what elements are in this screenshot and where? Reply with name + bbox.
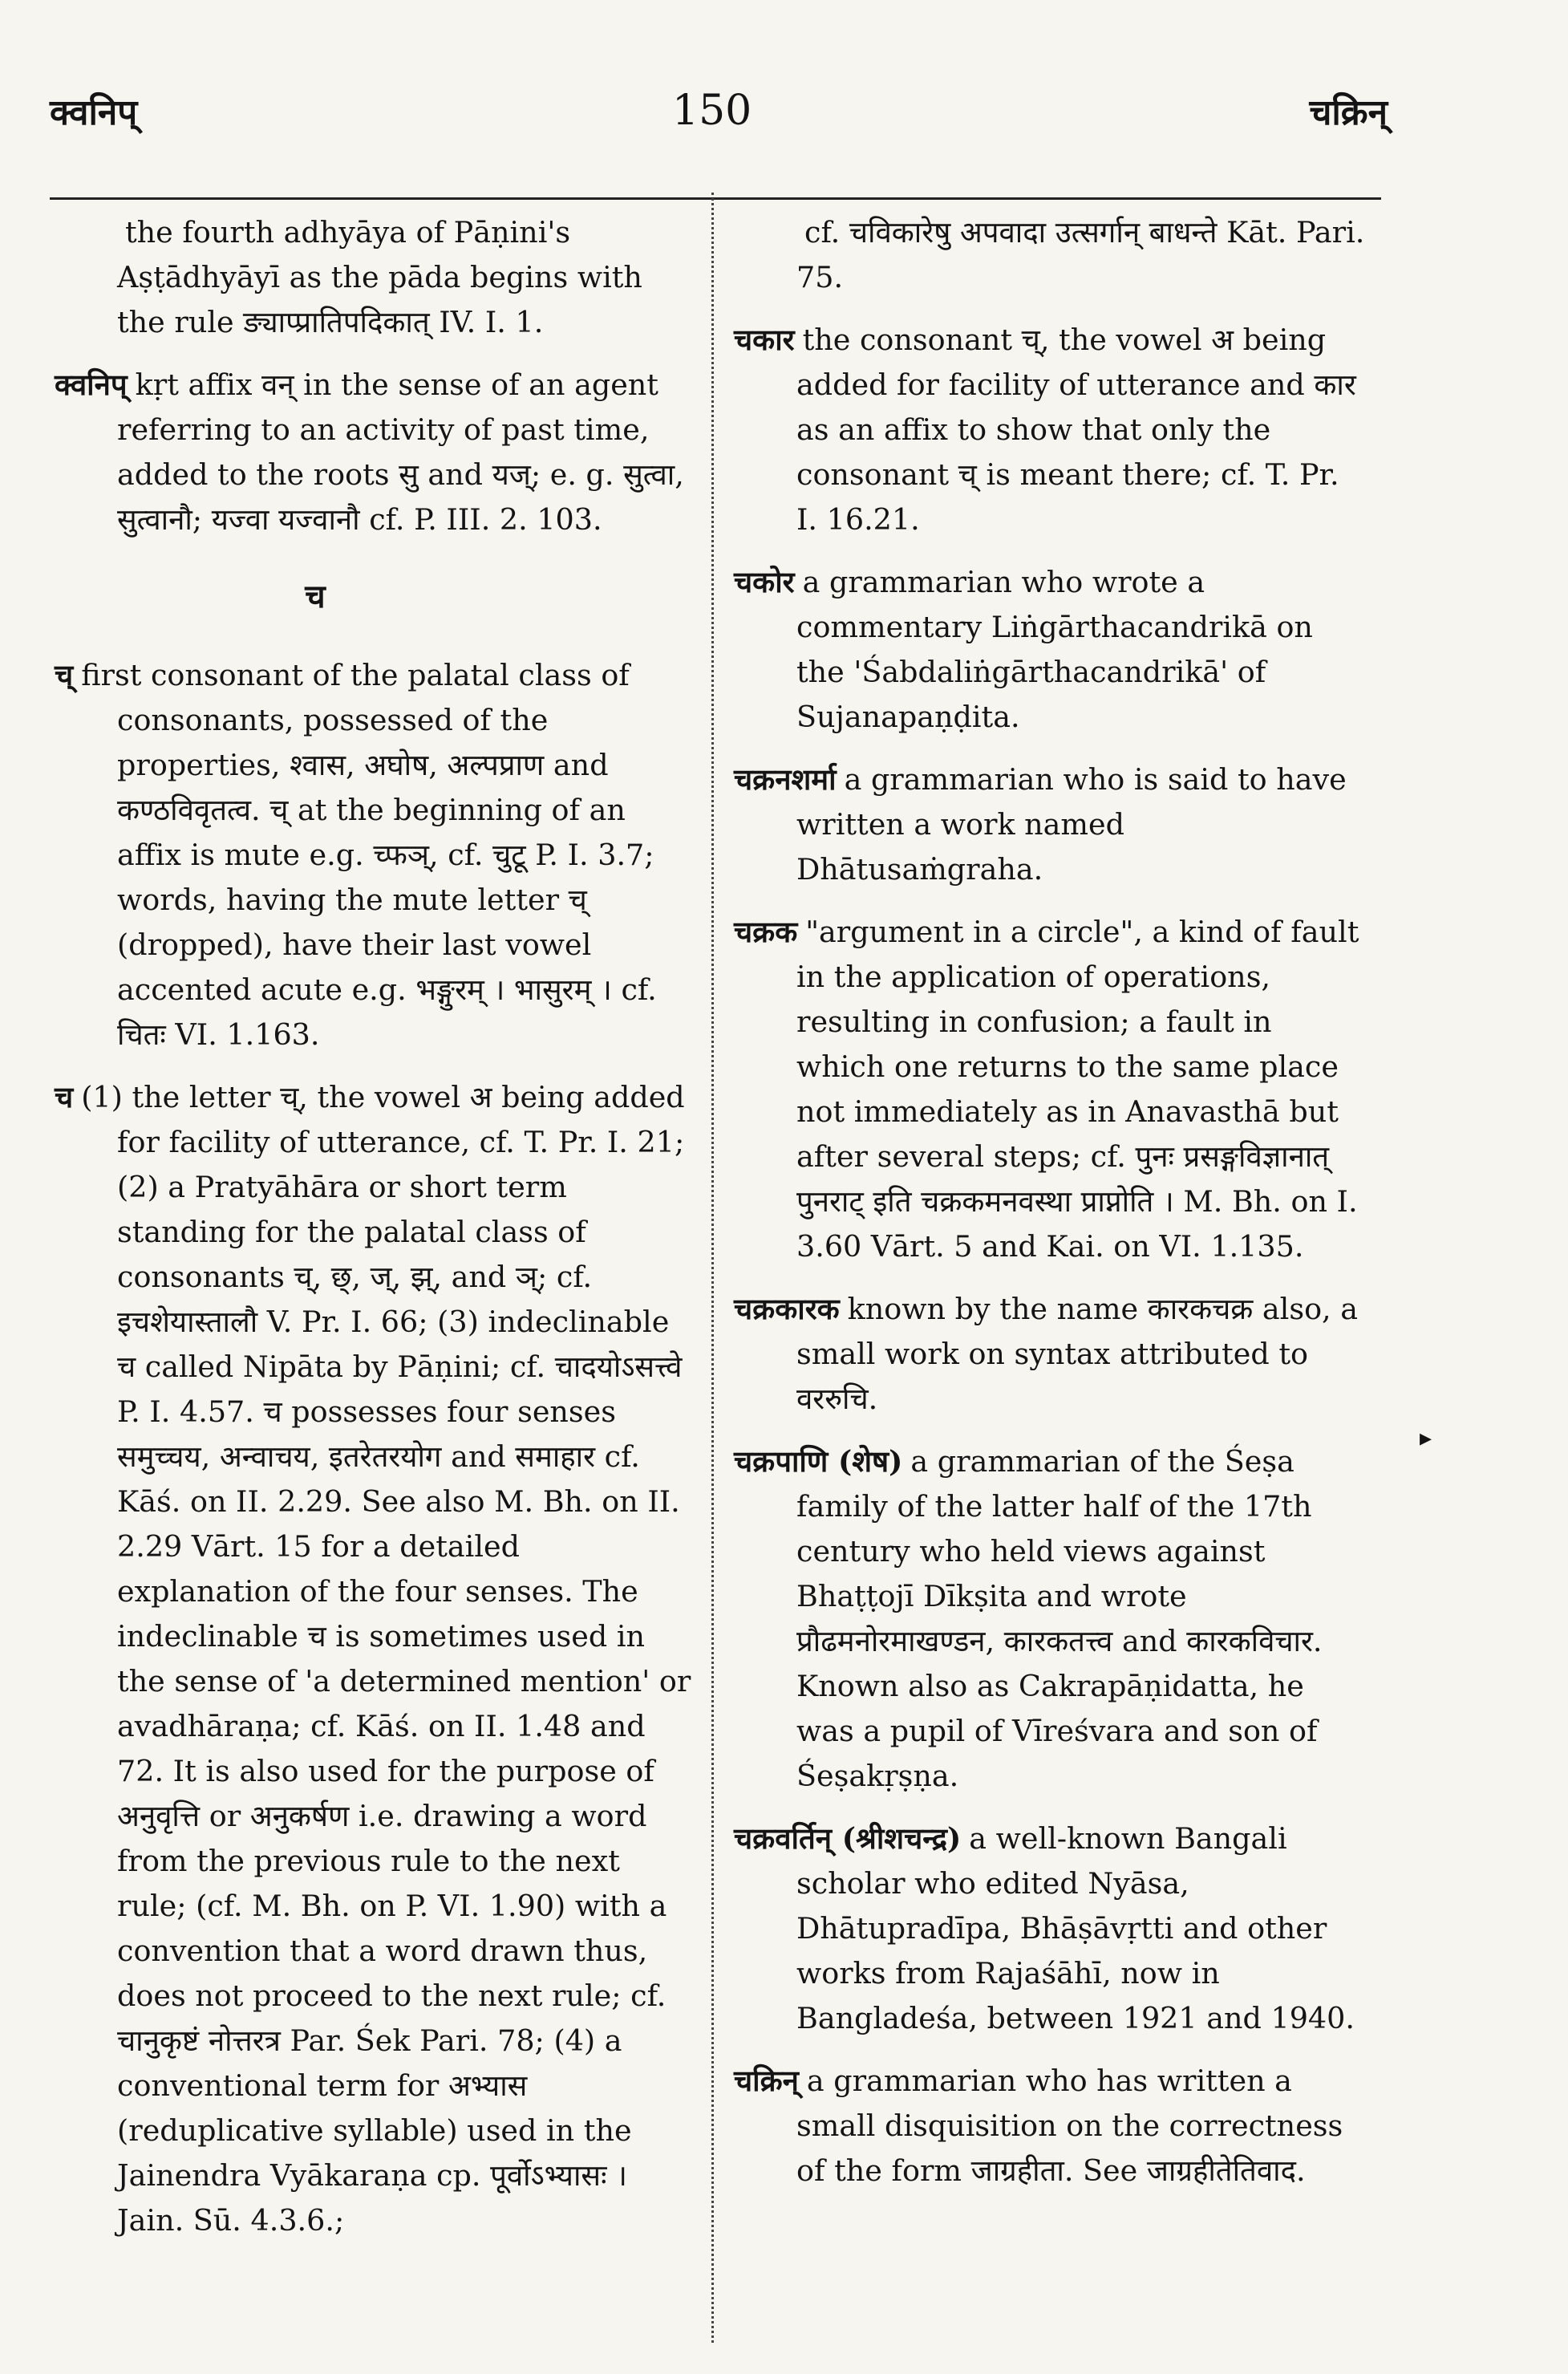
entry-headword: चक्रकारक — [734, 1292, 840, 1326]
header-rule — [50, 197, 1381, 200]
dictionary-entry — [734, 1816, 1367, 2041]
dictionary-entry — [55, 210, 696, 345]
dictionary-entry — [734, 757, 1367, 892]
dictionary-entry — [55, 1075, 696, 2243]
entry-text: "argument in a circle", a kind of fault in the application of operations, resulting in confusion; a fault in which one returns to the same place not immediately as in Anavasthā but after several steps; cf. पुनः प्रसङ्गविज्ञानात् पुनराट् इति चक्रकमनवस्था प्राप्नोति । M. Bh. on I. 3.60 Vārt. 5 and Kai. on VI. 1.135. — [796, 915, 1359, 1264]
right-running-headword: चक्रिन् — [1309, 92, 1388, 133]
column-divider — [711, 193, 714, 2343]
entry-headword: चक्रपाणि (शेष) — [734, 1444, 903, 1479]
left-running-headword: क्वनिप् — [50, 92, 138, 133]
page-header — [0, 87, 1568, 151]
entry-text: a grammarian who is said to have written a work named Dhātusaṁgraha. — [796, 762, 1347, 887]
dictionary-entry — [734, 1287, 1367, 1422]
entry-headword: चकार — [734, 323, 795, 357]
entry-headword: चकोर — [734, 565, 795, 599]
entry-headword: च् — [55, 658, 74, 692]
entry-headword: चक्रक — [734, 915, 798, 949]
entry-text: cf. चविकारेषु अपवादा उत्सर्गान् बाधन्ते Kāt. Pari. 75. — [796, 215, 1365, 294]
margin-arrow-mark: ▸ — [1420, 1424, 1432, 1452]
entry-headword: चक्रनशर्मा — [734, 762, 837, 797]
entry-text: known by the name कारकचक्र also, a small work on syntax attributed to वररुचि. — [796, 1292, 1359, 1416]
right-column — [734, 210, 1367, 2211]
dictionary-entry — [55, 653, 696, 1057]
dictionary-entry — [55, 363, 696, 542]
left-column — [55, 210, 696, 2261]
page-number: 150 — [672, 87, 752, 135]
entry-text: a grammarian who wrote a commentary Liṅgārthacandrikā on the 'Śabdaliṅgārthacandrikā' of Sujanapaṇḍita. — [796, 565, 1313, 734]
entry-text: kṛt affix वन् in the sense of an agent referring to an activity of past time, added to the roots सु and यज्; e. g. सुत्वा, सुत्वानौ; यज्वा यज्वानौ cf. P. III. 2. 103. — [117, 367, 684, 537]
dictionary-entry — [734, 1439, 1367, 1799]
section-letter-heading: च — [305, 578, 326, 615]
entry-text: first consonant of the palatal class of consonants, possessed of the properties, श्वास, अघोष, अल्पप्राण and कण्ठविवृतत्व. च् at the beginning of an affix is mute e.g. च्फञ्, cf. चुटू P. I. 3.7; words, having the mute letter च् (dropped), have their last vowel accented acute e.g. भङ्गुरम् । भासुरम् । cf. चितः VI. 1.163. — [81, 658, 657, 1052]
entry-headword: क्वनिप् — [55, 367, 128, 402]
entry-text: a grammarian who has written a small disquisition on the correctness of the form जाग्रहीता. See जाग्रहीतेतिवाद. — [796, 2064, 1343, 2188]
dictionary-entry — [734, 910, 1367, 1269]
entry-text: the fourth adhyāya of Pāṇini's Aṣṭādhyāyī as the pāda begins with the rule ङ्याप्प्रातिपदिकात् IV. I. 1. — [117, 215, 642, 339]
entry-text: a grammarian of the Śeṣa family of the latter half of the 17th century who held views against Bhaṭṭojī Dīkṣita and wrote प्रौढमनोरमाखण्डन, कारकतत्त्व and कारकविचार. Known also as Cakrapāṇidatta, he was a pupil of Vīreśvara and son of Śeṣakṛṣṇa. — [796, 1444, 1323, 1793]
entry-headword: च — [55, 1080, 74, 1114]
entry-headword: चक्रवर्तिन् (श्रीशचन्द्र) — [734, 1821, 962, 1856]
dictionary-entry — [734, 560, 1367, 740]
entry-text: the consonant च्, the vowel अ being added for facility of utterance and कार as an affix to show that only the consonant च् is meant there; cf. T. Pr. I. 16.21. — [796, 323, 1356, 537]
dictionary-entry — [734, 210, 1367, 300]
entry-text: (1) the letter च्, the vowel अ being added for facility of utterance, cf. T. Pr. I. 21; (2) a Pratyāhāra or short term standing for the palatal class of consonants च्, छ्, ज्, झ्, and ञ्; cf. इचशेयास्तालौ V. Pr. I. 66; (3) indeclinable च called Nipāta by Pāṇini; cf. चादयोऽसत्त्वे P. I. 4.57. च possesses four senses समुच्चय, अन्वाचय, इतरेतरयोग and समाहार cf. Kāś. on II. 2.29. See also M. Bh. on II. 2.29 Vārt. 15 for a detailed explanation of the four senses. The indeclinable च is sometimes used in the sense of 'a determined mention' or avadhāraṇa; cf. Kāś. on II. 1.48 and 72. It is also used for the purpose of अनुवृत्ति or अनुकर्षण i.e. drawing a word from the previous rule to the next rule; (cf. M. Bh. on P. VI. 1.90) with a convention that a word drawn thus, does not proceed to the next rule; cf. चानुकृष्टं नोत्तरत्र Par. Śek Pari. 78; (4) a conventional term for अभ्यास (reduplicative syllable) used in the Jainendra Vyākaraṇa cp. पूर्वोऽभ्यासः । Jain. Sū. 4.3.6.; — [81, 1080, 691, 2238]
dictionary-entry — [734, 2059, 1367, 2193]
entry-headword: चक्रिन् — [734, 2064, 799, 2098]
dictionary-entry — [734, 318, 1367, 542]
entry-text: a well-known Bangali scholar who edited Nyāsa, Dhātupradīpa, Bhāṣāvṛtti and other works from Rajaśāhī, now in Bangladeśa, between 1921 and 1940. — [796, 1821, 1355, 2035]
